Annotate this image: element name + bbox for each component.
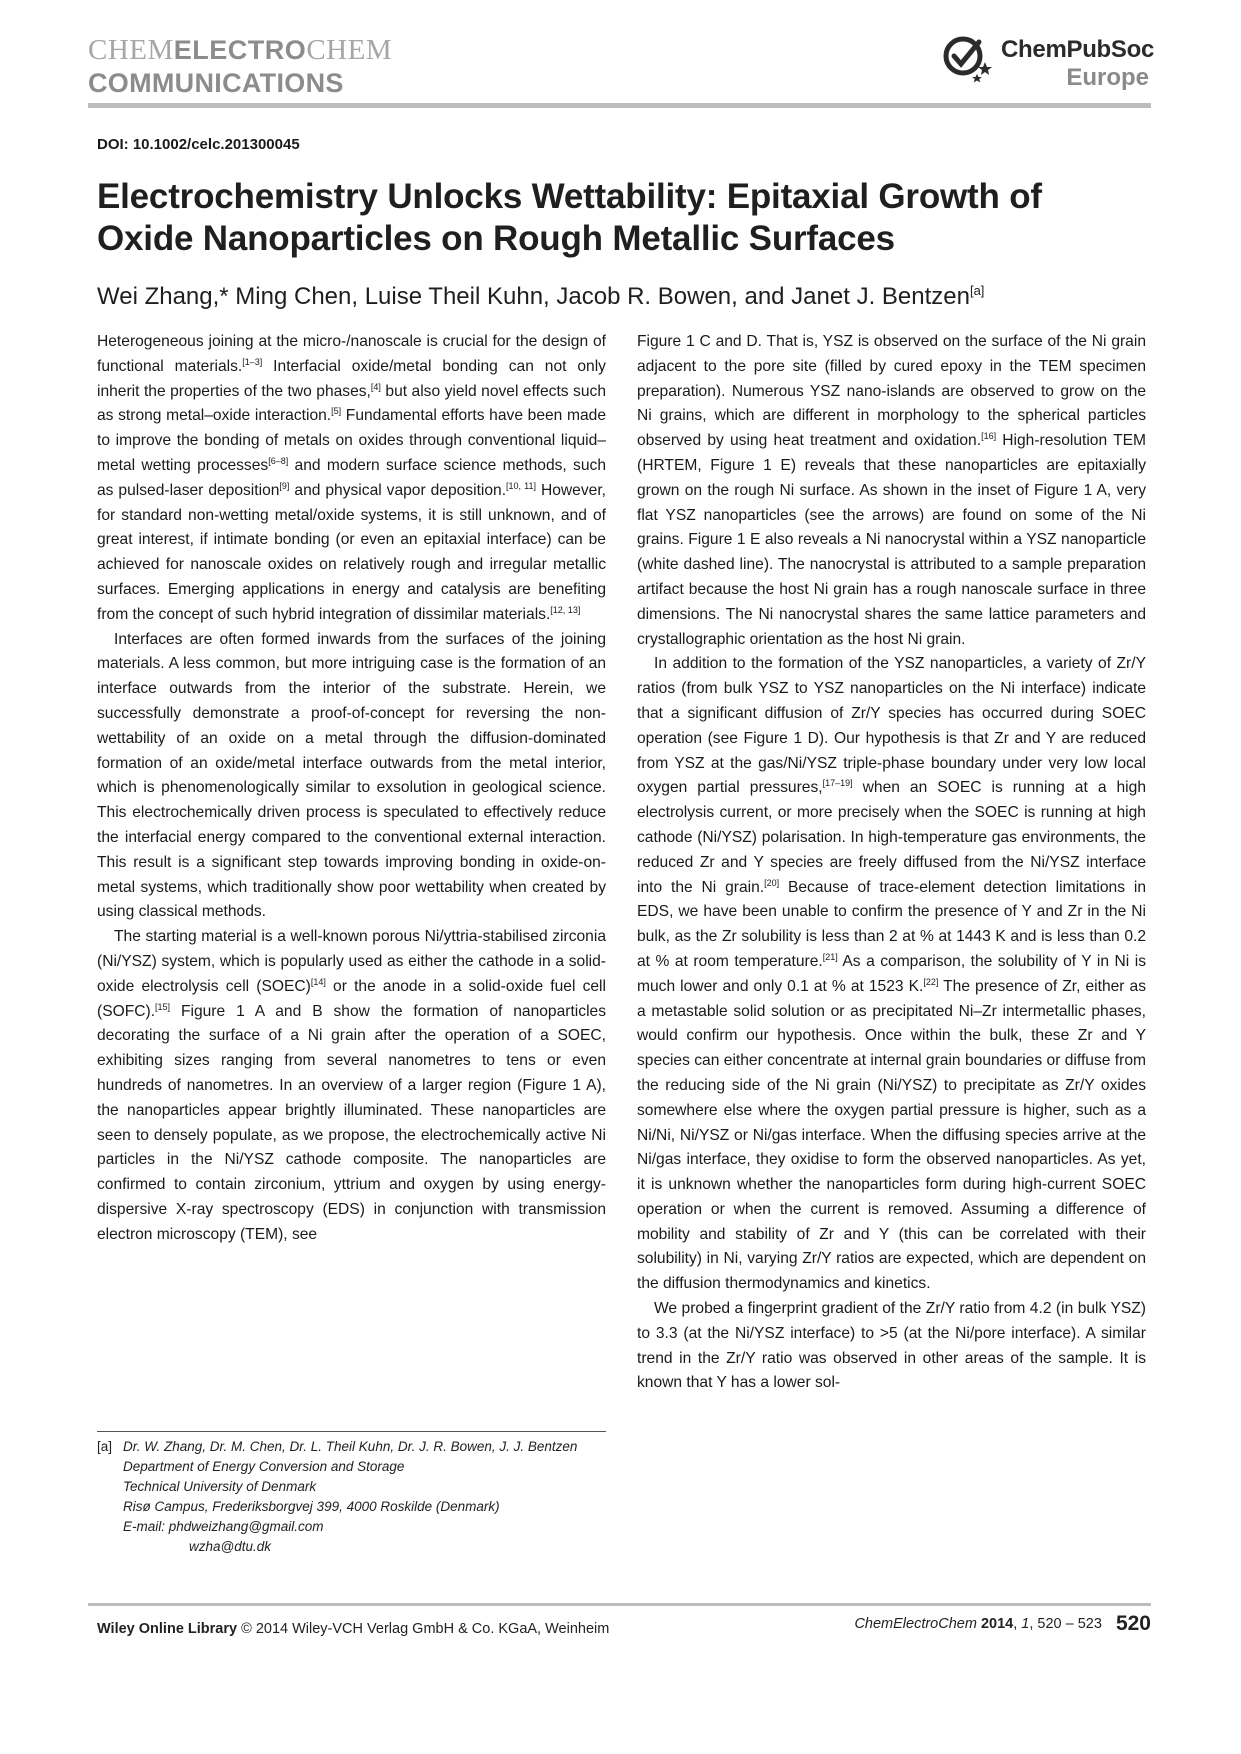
citation[interactable]: [4] <box>370 381 381 392</box>
footer-year: 2014 <box>980 1616 1014 1632</box>
journal-name <box>88 34 392 66</box>
citation[interactable]: [22] <box>923 976 939 987</box>
footnote-line: Risø Campus, Frederiksborgvej 399, 4000 Roskilde (Denmark) <box>123 1499 500 1514</box>
citation[interactable]: [6–8] <box>268 455 289 466</box>
citation[interactable]: [17–19] <box>822 778 853 789</box>
citation[interactable]: [21] <box>822 951 838 962</box>
footnote-divider <box>97 1431 606 1432</box>
chempubsoc-logo-icon <box>941 32 993 84</box>
citation[interactable]: [10, 11] <box>506 480 537 491</box>
citation[interactable]: [15] <box>155 1001 171 1012</box>
footer-citation: ChemElectroChem 2014, 1, 520 – 523 520 <box>854 1612 1151 1635</box>
copyright-text: © 2014 Wiley-VCH Verlag GmbH & Co. KGaA, Weinheim <box>237 1621 610 1637</box>
paragraph: In addition to the formation of the YSZ nanoparticles, a variety of Zr/Y ratios (from bulk YSZ to YSZ nanoparticles on the Ni interface) indicate that a significant diffusion of Zr/Y species has occurred during SOEC operation (see Figure 1 D). Our hypothesis is that Zr and Y are reduced from YSZ at the gas/Ni/YSZ triple-phase boundary under very low local oxygen partial pressures,[17–19] when an SOEC is running at a high electrolysis current, or more precisely when the SOEC is running at high cathode (Ni/YSZ) polarisation. In high-temperature gas environments, the reduced Zr and Y species are freely diffused from the Ni/YSZ interface into the Ni grain.[20] Because of trace-element detection limitations in EDS, we have been unable to confirm the presence of Y and Zr in the Ni bulk, as the Zr solubility is less than 2 at % at 1443 K and is less than 0.2 at % at room temperature.[21] As a comparison, the solubility of Y in Ni is much lower and only 0.1 at % at 1523 K.[22] The presence of Zr, either as a metastable solid solution or as precipitated Ni–Zr intermetallic phases, would confirm our hypothesis. Once within the bulk, these Zr and Y species can either concentrate at internal grain boundaries or diffuse from the reducing side of the Ni grain (Ni/YSZ) to precipitate as Zr/Y oxides somewhere else where the oxygen partial pressure is higher, such as a Ni/Ni, Ni/YSZ or Ni/gas interface. When the diffusing species arrive at the Ni/gas interface, they oxidise to form the observed nanoparticles. As yet, it is unknown whether the nanoparticles form during high-current SOEC operation or when the current is removed. Assuming a difference of mobility and stability of Zr and Y (this can be correlated with their solubility) in Ni, varying Zr/Y ratios are expected, which are dependent on the diffusion thermodynamics and kinetics. <box>637 655 1146 1293</box>
footer-volume: 1 <box>1021 1616 1030 1632</box>
author-names: Wei Zhang,* Ming Chen, Luise Theil Kuhn, Jacob R. Bowen, and Janet J. Bentzen <box>97 283 970 310</box>
journal-name-part3: CHEM <box>306 34 393 66</box>
author-list <box>97 276 984 312</box>
paragraph: Interfaces are often formed inwards from the surfaces of the joining materials. A less common, but more intriguing case is the formation of an interface outwards from the interior of the substrate. Herein, we successfully demonstrate a proof-of-concept for reversing the non-wettability of an oxide on a metal through the diffusion-dominated formation of an oxide/metal interface outwards from the metal interior, which is phenomenologically similar to exsolution in geological science. This electrochemically driven process is speculated to effectively reduce the interfacial energy compared to the conventional external interaction. This result is a significant step towards improving bonding in oxide-on-metal systems, which traditionally show poor wettability when created by using classical methods. <box>97 630 606 921</box>
footnote-line: Dr. W. Zhang, Dr. M. Chen, Dr. L. Theil Kuhn, Dr. J. R. Bowen, J. J. Bentzen <box>123 1439 578 1454</box>
footer-copyright <box>97 1621 609 1637</box>
left-column <box>97 330 606 1247</box>
citation[interactable]: [20] <box>764 877 780 888</box>
footnote-email[interactable]: E-mail: phdweizhang@gmail.com <box>123 1519 324 1534</box>
citation[interactable]: [16] <box>981 431 997 441</box>
footnote-body <box>123 1437 577 1557</box>
footnote-mark: [a] <box>97 1439 113 1454</box>
section-label: COMMUNICATIONS <box>88 68 344 98</box>
citation[interactable]: [1–3] <box>242 356 263 367</box>
wiley-online-library-link[interactable]: Wiley Online Library <box>97 1621 238 1637</box>
page-number: 520 <box>1115 1612 1151 1635</box>
citation[interactable]: [5] <box>331 406 342 417</box>
footnote-line: Department of Energy Conversion and Storage <box>123 1459 405 1474</box>
article-title: Electrochemistry Unlocks Wettability: Epitaxial Growth of Oxide Nanoparticles on Rough Metallic Surfaces <box>97 177 1042 258</box>
paragraph: The starting material is a well-known porous Ni/yttria-stabilised zirconia (Ni/YSZ) system, which is popularly used as either the cathode in a solid-oxide electrolysis cell (SOEC)[14] or the anode in a solid-oxide fuel cell (SOFC).[15] Figure 1 A and B show the formation of nanoparticles decorating the surface of a Ni grain after the operation of a SOEC, exhibiting sizes ranging from several nanometres to tens or even hundreds of nanometres. In an overview of a larger region (Figure 1 A), the nanoparticles appear brightly illuminated. These nanoparticles are seen to densely populate, as we propose, the electrochemically active Ni particles in the Ni/YSZ cathode composite. The nanoparticles are confirmed to contain zirconium, yttrium and oxygen by using energy-dispersive X-ray spectroscopy (EDS) in conjunction with transmission electron microscopy (TEM), see <box>97 928 606 1243</box>
paragraph: Figure 1 C and D. That is, YSZ is observed on the surface of the Ni grain adjacent to the pore site (filled by cured epoxy in the TEM specimen preparation). Numerous YSZ nano-islands are observed to grow on the Ni grains, which are different in morphology to the spherical particles observed by using heat treatment and oxidation.[16] High-resolution TEM (HRTEM, Figure 1 E) reveals that these nanoparticles are epitaxially grown on the rough Ni surface. As shown in the inset of Figure 1 A, very flat YSZ nanoparticles (see the arrows) are found on some of the Ni grains. Figure 1 E also reveals a Ni nanocrystal within a YSZ nanoparticle (white dashed line). The nanocrystal is attributed to a sample preparation artifact because the host Ni grain has a rough nanoscale surface in three dimensions. The Ni nanocrystal shares the same lattice parameters and crystallographic orientation as the host Ni grain. <box>637 333 1146 648</box>
footer-journal: ChemElectroChem <box>854 1616 977 1632</box>
journal-name-part2: ELECTRO <box>173 35 307 65</box>
footer-pages: , 520 – 523 <box>1029 1616 1102 1632</box>
affiliation-mark: [a] <box>969 283 985 298</box>
publisher-logo[interactable] <box>941 30 1155 92</box>
citation[interactable]: [14] <box>310 976 326 987</box>
publisher-region: Europe <box>1066 64 1149 91</box>
header-divider <box>88 103 1151 108</box>
page-header <box>88 30 1155 102</box>
right-column <box>637 330 1146 1396</box>
citation[interactable]: [12, 13] <box>550 604 581 615</box>
publisher-name: ChemPubSoc <box>1001 36 1155 63</box>
footnote-line: Technical University of Denmark <box>123 1479 317 1494</box>
doi[interactable]: DOI: 10.1002/celc.201300045 <box>97 136 300 153</box>
footnote-email[interactable]: wzha@dtu.dk <box>189 1539 271 1554</box>
journal-name-part1: CHEM <box>88 34 174 66</box>
footer-divider <box>88 1603 1151 1606</box>
paragraph: We probed a fingerprint gradient of the Zr/Y ratio from 4.2 (in bulk YSZ) to 3.3 (at the Ni/YSZ interface) to >5 (at the Ni/pore interface). A similar trend in the Zr/Y ratio was observed in other areas of the sample. It is known that Y has a lower sol- <box>637 1300 1146 1392</box>
citation[interactable]: [9] <box>279 480 290 491</box>
paragraph: Heterogeneous joining at the micro-/nanoscale is crucial for the design of functional materials.[1–3] Interfacial oxide/metal bonding can not only inherit the properties of the two phases,[4] but also yield novel effects such as strong metal–oxide interaction.[5] Fundamental efforts have been made to improve the bonding of metals on oxides through conventional liquid–metal wetting processes[6–8] and modern surface science methods, such as pulsed-laser deposition[9] and physical vapor deposition.[10, 11] However, for standard non-wetting metal/oxide systems, it is still unknown, and of great interest, if intimate bonding (or even an epitaxial interface) can be achieved for nanoscale oxides on relatively rough and irregular metallic surfaces. Emerging applications in energy and catalysis are benefiting from the concept of such hybrid integration of dissimilar materials.[12, 13] <box>97 333 607 623</box>
